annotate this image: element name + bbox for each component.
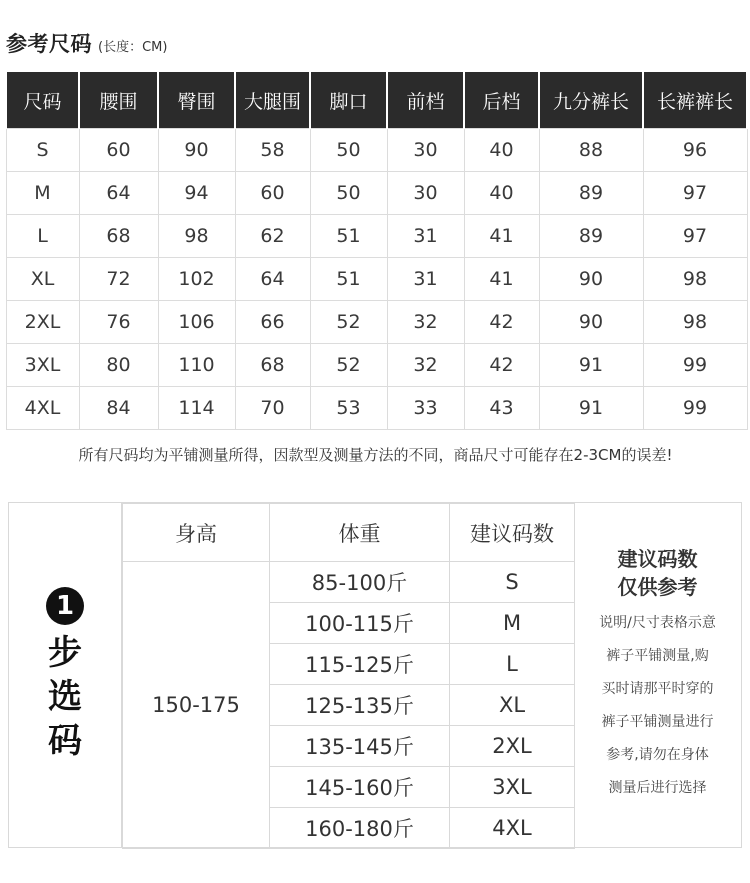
weight-range: 85-100斤 <box>270 562 450 603</box>
weight-range: 160-180斤 <box>270 808 450 849</box>
table-cell: 31 <box>387 258 464 301</box>
unit-label: (长度：CM) <box>98 40 168 55</box>
table-cell: 91 <box>539 387 643 430</box>
table-row <box>6 344 747 387</box>
table-cell: 62 <box>235 215 310 258</box>
table-row <box>123 562 575 603</box>
column-header: 后档 <box>464 72 539 129</box>
height-range: 150-175 <box>123 562 270 849</box>
table-cell: 51 <box>310 215 387 258</box>
table-cell: 40 <box>464 129 539 172</box>
table-cell: 50 <box>310 172 387 215</box>
table-cell: 64 <box>235 258 310 301</box>
table-cell: 51 <box>310 258 387 301</box>
size-guide <box>8 502 742 848</box>
table-cell: 64 <box>79 172 158 215</box>
table-cell: 41 <box>464 258 539 301</box>
table-cell: 70 <box>235 387 310 430</box>
advice-title: 仅供参考 <box>617 575 698 599</box>
table-cell: 60 <box>79 129 158 172</box>
column-header: 九分裤长 <box>539 72 643 129</box>
advice-line: 裤子平铺测量进行 <box>601 714 714 730</box>
recommendation-table <box>122 503 575 849</box>
table-cell: 72 <box>79 258 158 301</box>
page-title: 参考尺码 <box>6 32 92 56</box>
recommendation-header <box>123 504 575 562</box>
weight-range: 115-125斤 <box>270 644 450 685</box>
table-row <box>6 301 747 344</box>
recommended-size: 3XL <box>450 767 575 808</box>
table-cell: 96 <box>643 129 747 172</box>
table-cell: 30 <box>387 172 464 215</box>
table-cell: 42 <box>464 301 539 344</box>
table-cell: 52 <box>310 344 387 387</box>
table-row <box>6 258 747 301</box>
table-cell: 90 <box>539 301 643 344</box>
table-cell: 99 <box>643 344 747 387</box>
table-cell: 88 <box>539 129 643 172</box>
step-char: 选 <box>48 677 82 717</box>
weight-range: 100-115斤 <box>270 603 450 644</box>
advice-title: 建议码数 <box>617 547 698 571</box>
table-cell: 32 <box>387 344 464 387</box>
advice-description <box>588 607 728 805</box>
table-cell: 97 <box>643 172 747 215</box>
step-label <box>9 503 122 847</box>
table-cell: 43 <box>464 387 539 430</box>
weight-range: 125-135斤 <box>270 685 450 726</box>
table-cell: 42 <box>464 344 539 387</box>
weight-range: 145-160斤 <box>270 767 450 808</box>
table-row <box>6 129 747 172</box>
table-cell: 32 <box>387 301 464 344</box>
recommended-size: XL <box>450 685 575 726</box>
table-cell: S <box>6 129 79 172</box>
page-header <box>6 28 167 58</box>
table-cell: 89 <box>539 215 643 258</box>
table-cell: 76 <box>79 301 158 344</box>
table-cell: 41 <box>464 215 539 258</box>
table-cell: 80 <box>79 344 158 387</box>
table-cell: 106 <box>158 301 235 344</box>
table-cell: 40 <box>464 172 539 215</box>
table-cell: 90 <box>158 129 235 172</box>
table-cell: 52 <box>310 301 387 344</box>
table-row <box>6 172 747 215</box>
table-cell: 68 <box>79 215 158 258</box>
column-header: 前档 <box>387 72 464 129</box>
table-cell: XL <box>6 258 79 301</box>
recommended-size: L <box>450 644 575 685</box>
table-cell: 50 <box>310 129 387 172</box>
recommended-size: 4XL <box>450 808 575 849</box>
table-cell: 84 <box>79 387 158 430</box>
table-cell: 90 <box>539 258 643 301</box>
table-cell: 102 <box>158 258 235 301</box>
table-cell: 31 <box>387 215 464 258</box>
table-cell: 94 <box>158 172 235 215</box>
table-cell: 110 <box>158 344 235 387</box>
recommended-size: S <box>450 562 575 603</box>
table-cell: 97 <box>643 215 747 258</box>
advice-line: 参考,请勿在身体 <box>606 747 709 763</box>
table-cell: 114 <box>158 387 235 430</box>
column-header: 腰围 <box>79 72 158 129</box>
column-header: 身高 <box>123 504 270 562</box>
table-cell: 60 <box>235 172 310 215</box>
size-table-header <box>6 72 747 129</box>
step-char: 码 <box>48 721 82 761</box>
recommended-size: 2XL <box>450 726 575 767</box>
advice-line: 裤子平铺测量,购 <box>606 648 709 664</box>
advice-line: 买时请那平时穿的 <box>601 681 714 697</box>
table-cell: 89 <box>539 172 643 215</box>
table-cell: 3XL <box>6 344 79 387</box>
table-cell: 98 <box>643 301 747 344</box>
table-cell: 58 <box>235 129 310 172</box>
table-cell: 53 <box>310 387 387 430</box>
table-cell: 99 <box>643 387 747 430</box>
table-cell: 2XL <box>6 301 79 344</box>
table-cell: 66 <box>235 301 310 344</box>
table-cell: 30 <box>387 129 464 172</box>
step-char: 步 <box>48 633 82 673</box>
recommended-size: M <box>450 603 575 644</box>
table-cell: 98 <box>643 258 747 301</box>
column-header: 长裤裤长 <box>643 72 747 129</box>
column-header: 尺码 <box>6 72 79 129</box>
size-table <box>5 72 748 430</box>
weight-range: 135-145斤 <box>270 726 450 767</box>
advice-line: 测量后进行选择 <box>608 780 707 796</box>
table-row <box>6 215 747 258</box>
advice-panel <box>574 503 741 847</box>
column-header: 大腿围 <box>235 72 310 129</box>
column-header: 脚口 <box>310 72 387 129</box>
measurement-note: 所有尺码均为平铺测量所得，因款型及测量方法的不同，商品尺寸可能存在2-3CM的误差! <box>78 446 673 464</box>
column-header: 体重 <box>270 504 450 562</box>
table-cell: 33 <box>387 387 464 430</box>
step-number-icon: 1 <box>46 587 84 625</box>
advice-line: 说明/尺寸表格示意 <box>599 615 716 631</box>
table-cell: L <box>6 215 79 258</box>
table-cell: 4XL <box>6 387 79 430</box>
table-cell: M <box>6 172 79 215</box>
column-header: 建议码数 <box>450 504 575 562</box>
table-row <box>6 387 747 430</box>
column-header: 臀围 <box>158 72 235 129</box>
table-cell: 68 <box>235 344 310 387</box>
table-cell: 98 <box>158 215 235 258</box>
table-cell: 91 <box>539 344 643 387</box>
